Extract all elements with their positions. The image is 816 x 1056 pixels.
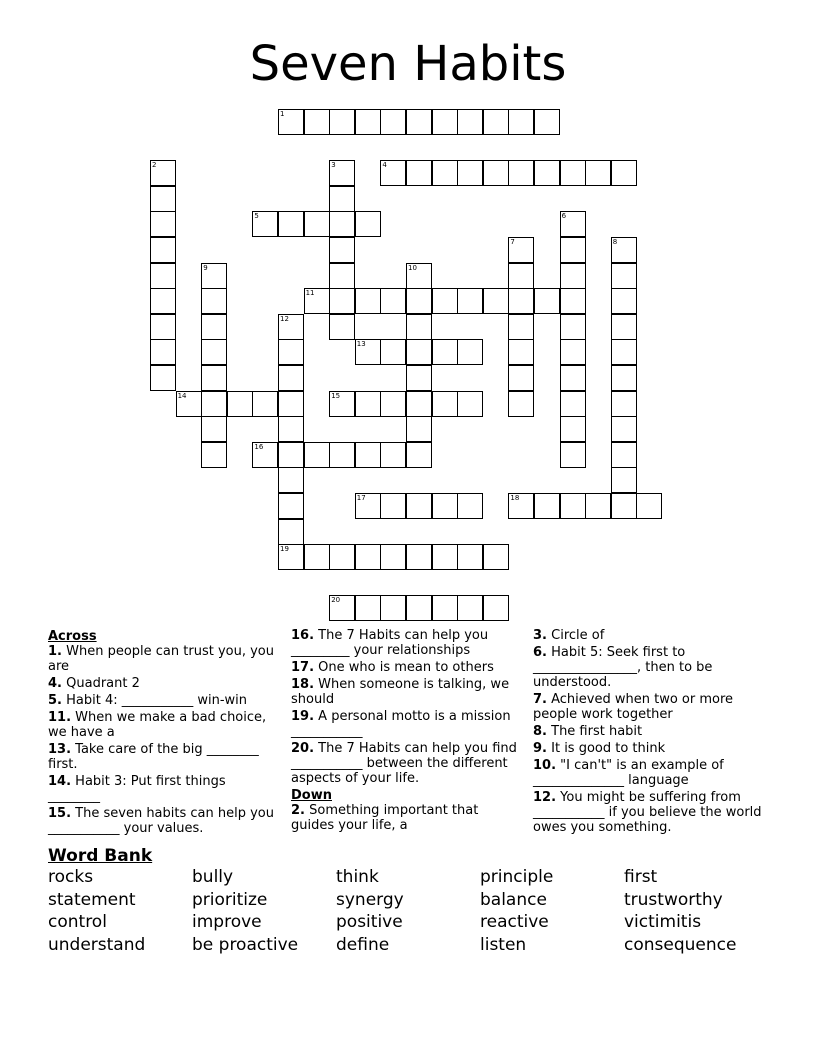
crossword-cell[interactable] bbox=[329, 109, 355, 135]
crossword-cell[interactable] bbox=[380, 544, 406, 570]
clue-text: Habit 5: Seek first to ________________, then to be understood. bbox=[533, 645, 713, 690]
crossword-cell[interactable] bbox=[406, 109, 432, 135]
word-bank-item: balance bbox=[480, 890, 547, 910]
clue-column-1 bbox=[48, 628, 280, 838]
clue-text: When people can trust you, you are bbox=[48, 644, 274, 674]
crossword-cell[interactable] bbox=[585, 160, 611, 186]
crossword-cell[interactable] bbox=[329, 544, 355, 570]
clue-number-label: 10 bbox=[408, 263, 417, 272]
crossword-cell[interactable] bbox=[611, 467, 637, 493]
crossword-cell[interactable] bbox=[560, 416, 586, 442]
crossword-cell[interactable] bbox=[457, 595, 483, 621]
crossword-cell[interactable] bbox=[355, 391, 381, 417]
clue-down-9 bbox=[533, 741, 768, 756]
word-bank-item: be proactive bbox=[192, 935, 299, 955]
clue-down-12 bbox=[533, 790, 768, 835]
clue-number: 10. bbox=[533, 758, 557, 773]
crossword-cell[interactable] bbox=[406, 416, 432, 442]
crossword-cell[interactable] bbox=[560, 237, 586, 263]
crossword-cell[interactable] bbox=[483, 109, 509, 135]
crossword-cell[interactable] bbox=[380, 391, 406, 417]
clue-text: You might be suffering from ___________ if you believe the world owes you something. bbox=[533, 790, 762, 835]
clue-across-17 bbox=[291, 660, 519, 675]
clue-across-18 bbox=[291, 677, 519, 707]
clue-across-20 bbox=[291, 741, 519, 786]
crossword-cell[interactable] bbox=[355, 109, 381, 135]
crossword-cell[interactable] bbox=[432, 544, 458, 570]
clue-number-label: 14 bbox=[177, 391, 187, 400]
crossword-cell[interactable] bbox=[508, 263, 534, 289]
crossword-cell[interactable] bbox=[278, 391, 304, 417]
crossword-cell[interactable] bbox=[201, 314, 227, 340]
clue-across-11 bbox=[48, 710, 280, 740]
clue-down-6 bbox=[533, 645, 768, 690]
word-bank-item: think bbox=[336, 867, 379, 887]
clue-number: 16. bbox=[291, 628, 315, 643]
crossword-cell[interactable] bbox=[508, 339, 534, 365]
clue-text: When someone is talking, we should bbox=[291, 677, 510, 707]
crossword-cell[interactable] bbox=[150, 186, 176, 212]
crossword-cell[interactable] bbox=[380, 109, 406, 135]
clue-number-label: 17 bbox=[356, 494, 366, 502]
word-bank-item: prioritize bbox=[192, 890, 268, 910]
crossword-cell[interactable] bbox=[508, 391, 534, 417]
crossword-cell[interactable] bbox=[380, 595, 406, 621]
crossword-cell[interactable] bbox=[406, 544, 432, 570]
clue-number-label: 15 bbox=[331, 391, 341, 400]
clue-number: 4. bbox=[48, 676, 62, 691]
clue-number-label: 13 bbox=[356, 340, 366, 349]
crossword-cell[interactable] bbox=[304, 442, 330, 468]
crossword-cell[interactable] bbox=[329, 288, 355, 314]
clue-across-19 bbox=[291, 709, 519, 739]
clue-text: A personal motto is a mission ___________ bbox=[291, 709, 511, 739]
clue-number-label: 7 bbox=[510, 238, 515, 246]
word-bank-item: bully bbox=[192, 867, 234, 887]
clue-text: Achieved when two or more people work together bbox=[533, 692, 734, 722]
crossword-cell[interactable] bbox=[380, 442, 406, 468]
crossword-cell[interactable] bbox=[329, 211, 355, 237]
crossword-cell[interactable] bbox=[508, 109, 534, 135]
clue-number-label: 20 bbox=[331, 596, 341, 605]
crossword-cell[interactable] bbox=[508, 314, 534, 340]
crossword-cell[interactable] bbox=[611, 493, 637, 519]
crossword-cell[interactable] bbox=[534, 288, 560, 314]
crossword-cell[interactable] bbox=[278, 519, 304, 545]
crossword-cell[interactable] bbox=[304, 544, 330, 570]
crossword-cell[interactable] bbox=[150, 211, 176, 237]
crossword-cell[interactable] bbox=[406, 314, 432, 340]
crossword-cell[interactable] bbox=[611, 365, 637, 391]
crossword-cell[interactable] bbox=[329, 263, 355, 289]
crossword-cell[interactable] bbox=[611, 442, 637, 468]
clue-text: When we make a bad choice, we have a bbox=[48, 710, 267, 740]
clue-text: Habit 4: ___________ win-win bbox=[66, 693, 248, 708]
clue-number: 19. bbox=[291, 709, 315, 724]
crossword-cell[interactable] bbox=[278, 416, 304, 442]
crossword-cell[interactable] bbox=[636, 493, 662, 519]
crossword-cell[interactable] bbox=[457, 544, 483, 570]
clue-text: Habit 3: Put first things ________ bbox=[48, 774, 226, 804]
clue-down-3 bbox=[533, 628, 768, 643]
crossword-cell[interactable] bbox=[329, 442, 355, 468]
clue-down-8 bbox=[533, 724, 768, 739]
clue-down-10 bbox=[533, 758, 768, 788]
crossword-cell[interactable] bbox=[611, 339, 637, 365]
crossword-cell[interactable] bbox=[560, 493, 586, 519]
crossword-cell[interactable] bbox=[560, 314, 586, 340]
clue-number-label: 16 bbox=[254, 442, 264, 451]
crossword-cell[interactable] bbox=[355, 544, 381, 570]
clue-number-label: 18 bbox=[510, 494, 520, 502]
clue-number-label: 1 bbox=[280, 110, 285, 118]
crossword-cell[interactable] bbox=[329, 186, 355, 212]
clue-across-13 bbox=[48, 742, 280, 772]
crossword-cell[interactable] bbox=[201, 391, 227, 417]
clue-number-label: 2 bbox=[152, 161, 157, 170]
clue-number-label: 3 bbox=[331, 161, 336, 170]
crossword-cell[interactable] bbox=[380, 493, 406, 519]
crossword-cell[interactable] bbox=[150, 263, 176, 289]
clue-number-label: 6 bbox=[561, 212, 567, 221]
clue-text: Circle of bbox=[551, 628, 605, 643]
clue-number: 2. bbox=[291, 803, 305, 818]
clue-number: 8. bbox=[533, 724, 547, 739]
crossword-cell[interactable] bbox=[508, 160, 534, 186]
crossword-cell[interactable] bbox=[406, 288, 432, 314]
word-bank-item: improve bbox=[192, 912, 262, 932]
word-bank-item: consequence bbox=[624, 935, 737, 955]
word-bank-item: define bbox=[336, 935, 390, 955]
crossword-cell[interactable] bbox=[227, 391, 253, 417]
crossword-cell[interactable] bbox=[432, 160, 458, 186]
crossword-cell[interactable] bbox=[201, 442, 227, 468]
word-bank-item: control bbox=[48, 912, 107, 932]
crossword-cell[interactable] bbox=[150, 288, 176, 314]
crossword-cell[interactable] bbox=[560, 391, 586, 417]
crossword-cell[interactable] bbox=[432, 595, 458, 621]
crossword-cell[interactable] bbox=[611, 391, 637, 417]
word-bank-item: positive bbox=[336, 912, 403, 932]
clue-number: 11. bbox=[48, 710, 72, 725]
crossword-cell[interactable] bbox=[304, 211, 330, 237]
word-bank-heading: Word Bank bbox=[48, 846, 153, 866]
clue-text: "I can't" is an example of ______________ language bbox=[533, 758, 724, 788]
word-bank-item: rocks bbox=[48, 867, 94, 887]
crossword-cell[interactable] bbox=[406, 391, 432, 417]
word-bank-item: statement bbox=[48, 890, 136, 910]
clue-across-16 bbox=[291, 628, 519, 658]
clue-down-7 bbox=[533, 692, 768, 722]
clue-number-label: 8 bbox=[612, 238, 618, 246]
clue-number-label: 9 bbox=[203, 263, 208, 272]
word-bank-item: understand bbox=[48, 935, 146, 955]
down-heading: Down bbox=[291, 788, 332, 803]
clue-number-label: 5 bbox=[254, 212, 259, 221]
word-bank-item: victimitis bbox=[624, 912, 702, 932]
crossword-cell[interactable] bbox=[560, 442, 586, 468]
crossword-cell[interactable] bbox=[150, 339, 176, 365]
crossword-cell[interactable] bbox=[432, 288, 458, 314]
clue-across-14 bbox=[48, 774, 280, 804]
crossword-cell[interactable] bbox=[278, 467, 304, 493]
across-heading: Across bbox=[48, 629, 97, 644]
clue-across-5 bbox=[48, 693, 280, 708]
clue-across-15 bbox=[48, 806, 280, 836]
clue-text: Quadrant 2 bbox=[66, 676, 140, 691]
crossword-cell[interactable] bbox=[560, 339, 586, 365]
clue-number: 12. bbox=[533, 790, 557, 805]
clue-number: 5. bbox=[48, 693, 62, 708]
crossword-cell[interactable] bbox=[483, 544, 509, 570]
crossword-cell[interactable] bbox=[560, 263, 586, 289]
crossword-cell[interactable] bbox=[406, 160, 432, 186]
crossword-cell[interactable] bbox=[355, 288, 381, 314]
crossword-cell[interactable] bbox=[278, 339, 304, 365]
crossword-cell[interactable] bbox=[150, 237, 176, 263]
crossword-cell[interactable] bbox=[483, 595, 509, 621]
crossword-cell[interactable] bbox=[406, 493, 432, 519]
crossword-cell[interactable] bbox=[252, 391, 278, 417]
crossword-cell[interactable] bbox=[406, 365, 432, 391]
crossword-cell[interactable] bbox=[304, 109, 330, 135]
crossword-cell[interactable] bbox=[380, 339, 406, 365]
crossword-cell[interactable] bbox=[457, 160, 483, 186]
clue-text: The seven habits can help you ___________ your values. bbox=[48, 806, 274, 836]
crossword-cell[interactable] bbox=[278, 211, 304, 237]
clue-text: The first habit bbox=[551, 724, 643, 739]
clue-number: 17. bbox=[291, 660, 315, 675]
word-bank-item: trustworthy bbox=[624, 890, 723, 910]
clue-number: 1. bbox=[48, 644, 62, 659]
crossword-cell[interactable] bbox=[483, 160, 509, 186]
word-bank-item: first bbox=[624, 867, 658, 887]
crossword-cell[interactable] bbox=[329, 314, 355, 340]
crossword-cell[interactable] bbox=[457, 109, 483, 135]
crossword-cell[interactable] bbox=[201, 365, 227, 391]
clue-text: Something important that guides your life, a bbox=[291, 803, 479, 833]
clue-text: The 7 Habits can help you find ___________ between the different aspects of your life. bbox=[291, 741, 517, 786]
crossword-cell[interactable] bbox=[560, 160, 586, 186]
word-bank-item: listen bbox=[480, 935, 527, 955]
crossword-cell[interactable] bbox=[560, 288, 586, 314]
crossword-cell[interactable] bbox=[380, 288, 406, 314]
clue-text: The 7 Habits can help you _________ your relationships bbox=[291, 628, 489, 658]
clue-across-4 bbox=[48, 676, 280, 691]
crossword-cell[interactable] bbox=[508, 365, 534, 391]
crossword-cell[interactable] bbox=[329, 237, 355, 263]
crossword-cell[interactable] bbox=[611, 416, 637, 442]
clue-text: It is good to think bbox=[551, 741, 666, 756]
crossword-cell[interactable] bbox=[534, 493, 560, 519]
crossword-cell[interactable] bbox=[560, 365, 586, 391]
clue-number: 9. bbox=[533, 741, 547, 756]
clue-text: Take care of the big ________ first. bbox=[48, 742, 259, 772]
crossword-cell[interactable] bbox=[534, 160, 560, 186]
clue-number: 18. bbox=[291, 677, 315, 692]
crossword-cell[interactable] bbox=[355, 211, 381, 237]
crossword-cell[interactable] bbox=[432, 109, 458, 135]
crossword-cell[interactable] bbox=[201, 288, 227, 314]
clue-number: 6. bbox=[533, 645, 547, 660]
word-bank-item: principle bbox=[480, 867, 554, 887]
crossword-cell[interactable] bbox=[457, 288, 483, 314]
crossword-cell[interactable] bbox=[278, 442, 304, 468]
crossword-cell[interactable] bbox=[483, 288, 509, 314]
clue-number: 20. bbox=[291, 741, 315, 756]
crossword-cell[interactable] bbox=[278, 493, 304, 519]
crossword-cell[interactable] bbox=[611, 288, 637, 314]
crossword-cell[interactable] bbox=[585, 493, 611, 519]
clue-number: 7. bbox=[533, 692, 547, 707]
clue-number: 15. bbox=[48, 806, 72, 821]
page-title: Seven Habits bbox=[249, 36, 567, 92]
clue-number-label: 4 bbox=[382, 161, 387, 170]
crossword-cell[interactable] bbox=[534, 109, 560, 135]
clue-number: 3. bbox=[533, 628, 547, 643]
crossword-cell[interactable] bbox=[278, 365, 304, 391]
crossword-cell[interactable] bbox=[457, 391, 483, 417]
crossword-cell[interactable] bbox=[201, 416, 227, 442]
clue-down-2 bbox=[291, 803, 519, 833]
word-bank-item: reactive bbox=[480, 912, 549, 932]
crossword-cell[interactable] bbox=[508, 288, 534, 314]
crossword-cell[interactable] bbox=[457, 339, 483, 365]
clue-column-2 bbox=[291, 628, 519, 835]
crossword-cell[interactable] bbox=[355, 595, 381, 621]
crossword-cell[interactable] bbox=[201, 339, 227, 365]
clue-across-1 bbox=[48, 644, 280, 674]
clue-number-label: 19 bbox=[280, 545, 289, 554]
clue-text: One who is mean to others bbox=[318, 660, 494, 675]
crossword-cell[interactable] bbox=[150, 314, 176, 340]
crossword-cell[interactable] bbox=[406, 339, 432, 365]
crossword-cell[interactable] bbox=[432, 339, 458, 365]
crossword-cell[interactable] bbox=[406, 442, 432, 468]
crossword-cell[interactable] bbox=[611, 314, 637, 340]
crossword-cell[interactable] bbox=[150, 365, 176, 391]
crossword-cell[interactable] bbox=[432, 493, 458, 519]
crossword-cell[interactable] bbox=[457, 493, 483, 519]
word-bank-item: synergy bbox=[336, 890, 404, 910]
crossword-cell[interactable] bbox=[406, 595, 432, 621]
clue-column-3 bbox=[533, 628, 768, 837]
crossword-cell[interactable] bbox=[611, 263, 637, 289]
crossword-cell[interactable] bbox=[355, 442, 381, 468]
clue-number-label: 12 bbox=[280, 314, 289, 323]
clue-number-label: 11 bbox=[305, 289, 315, 298]
clue-number: 13. bbox=[48, 742, 72, 757]
crossword-cell[interactable] bbox=[432, 391, 458, 417]
crossword-cell[interactable] bbox=[611, 160, 637, 186]
clue-number: 14. bbox=[48, 774, 72, 789]
